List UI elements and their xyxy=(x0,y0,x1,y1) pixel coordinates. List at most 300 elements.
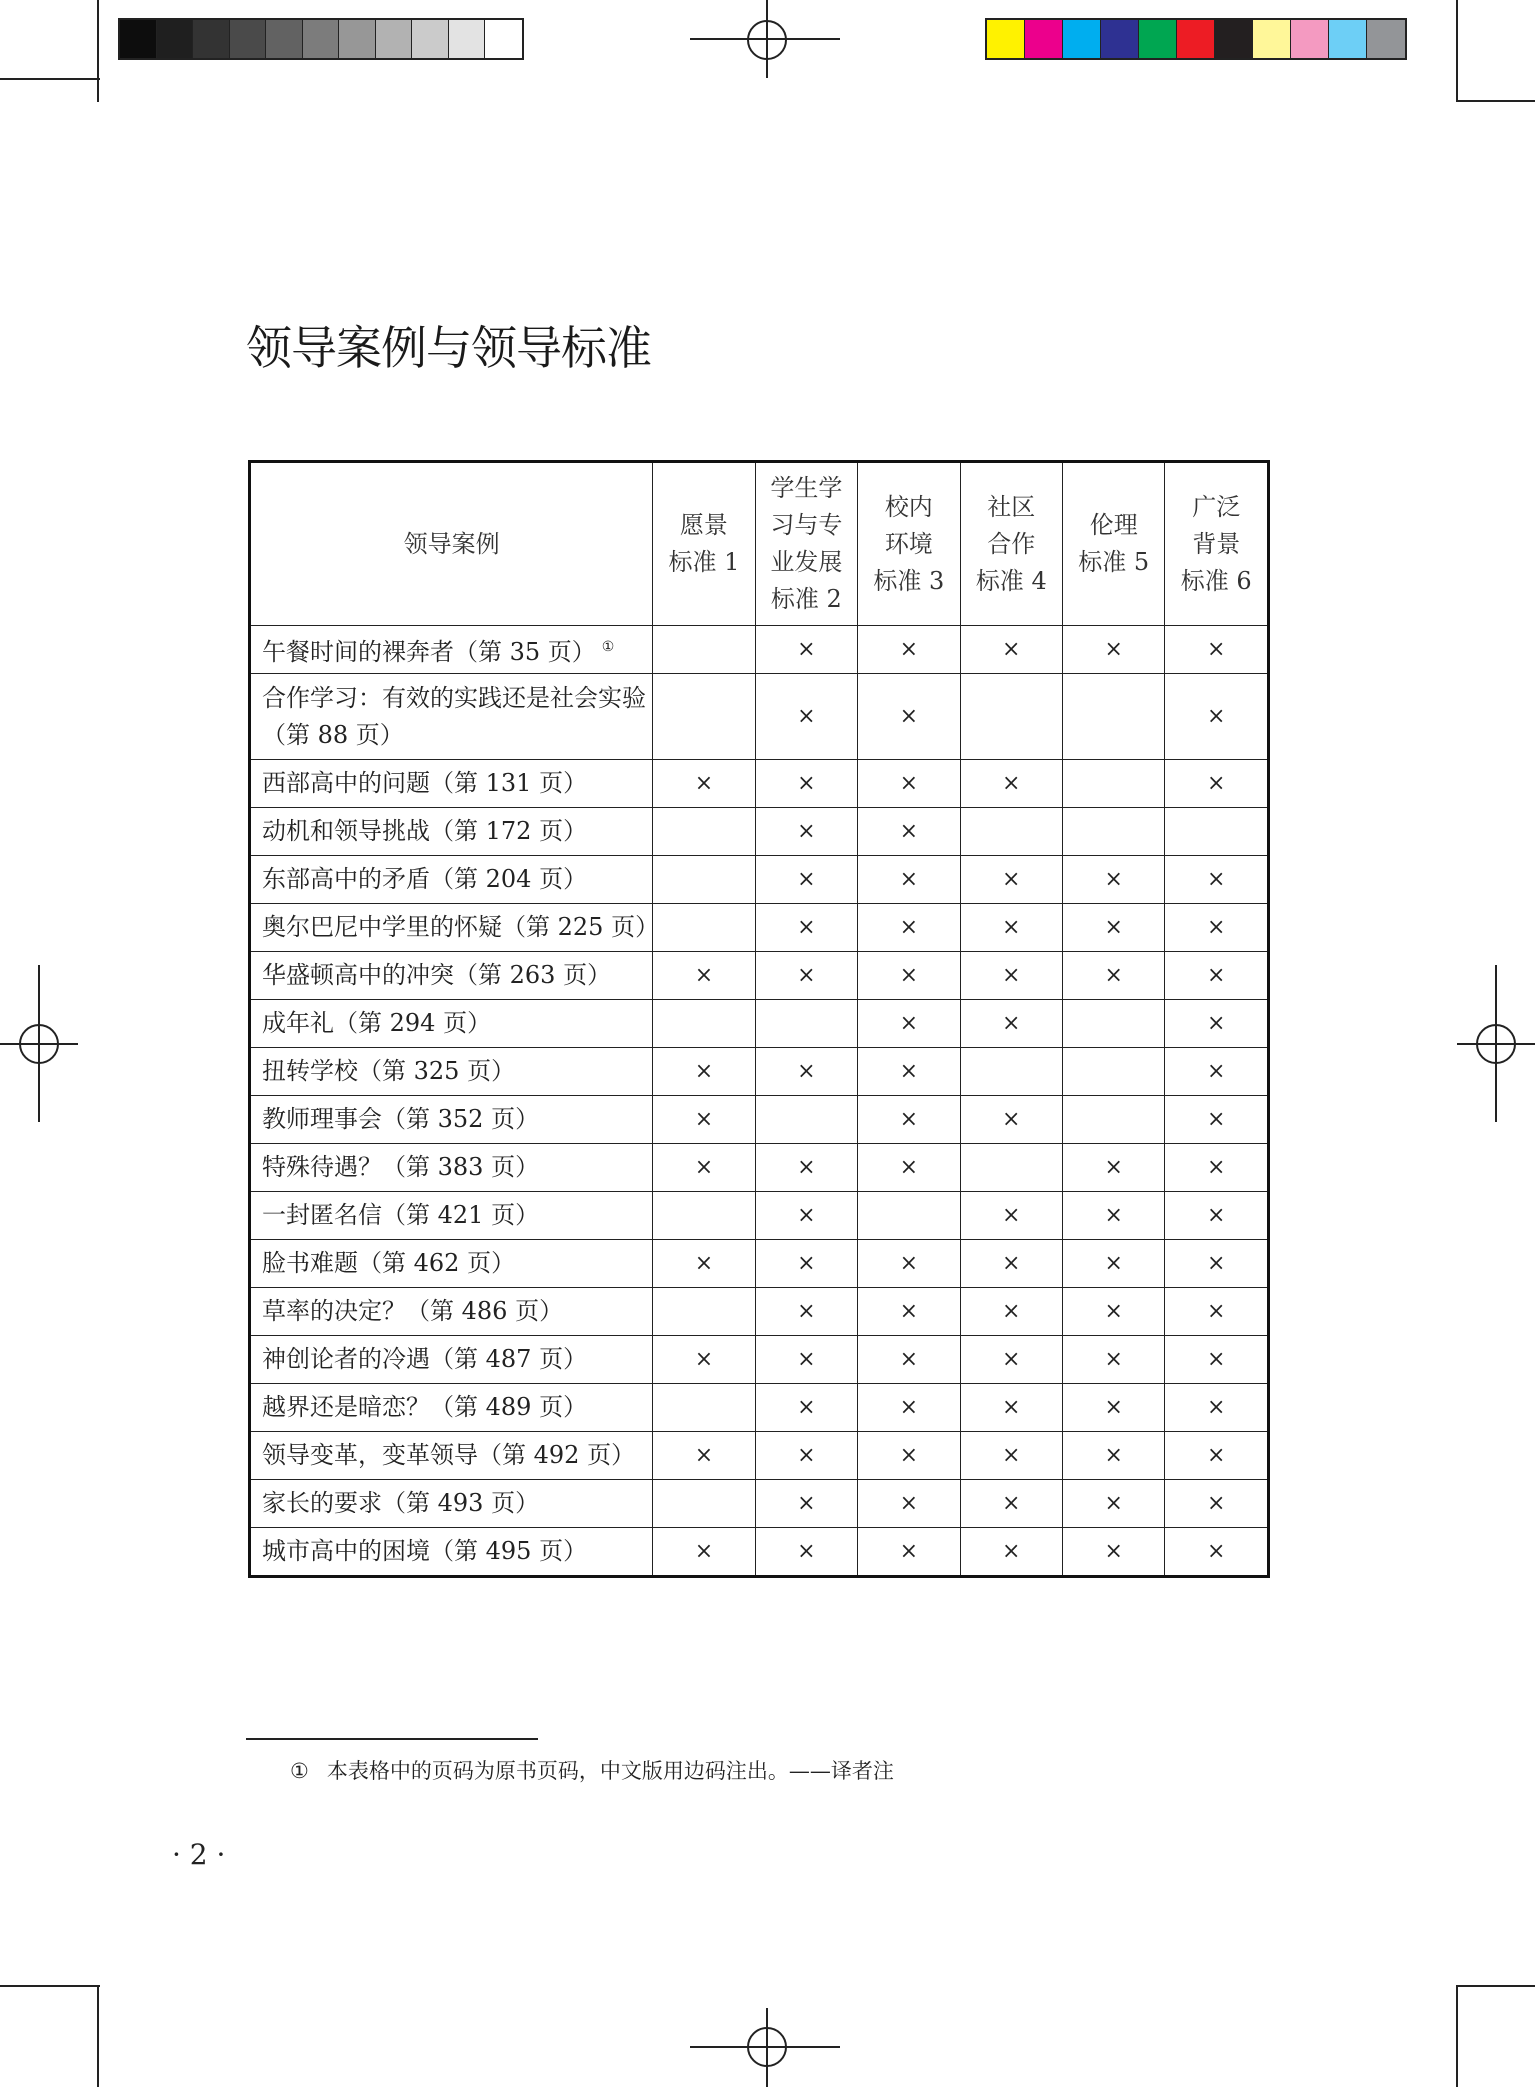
cross-mark: × xyxy=(1207,1491,1226,1516)
cross-mark: × xyxy=(1104,1203,1123,1228)
table-row xyxy=(250,1048,1269,1096)
standard-2-cell xyxy=(755,1000,857,1048)
color-swatch xyxy=(987,20,1025,58)
standard-5-cell xyxy=(1063,1384,1165,1432)
standard-2-cell xyxy=(755,1432,857,1480)
case-name: 神创论者的冷遇（第 487 页） xyxy=(262,1345,588,1373)
case-name: 成年礼（第 294 页） xyxy=(262,1009,492,1037)
standard-3-cell xyxy=(858,904,960,952)
case-name-cell xyxy=(250,760,653,808)
standard-4-cell xyxy=(960,904,1062,952)
standard-3-cell xyxy=(858,856,960,904)
cross-mark: × xyxy=(1207,1395,1226,1420)
standard-4-cell xyxy=(960,1384,1062,1432)
standard-6-cell xyxy=(1165,952,1269,1000)
color-swatch xyxy=(1329,20,1367,58)
case-name-cell xyxy=(250,1480,653,1528)
table-row xyxy=(250,1480,1269,1528)
cross-mark: × xyxy=(899,1539,919,1564)
standard-1-cell xyxy=(653,674,755,760)
standard-5-cell xyxy=(1063,856,1165,904)
header-case: 领导案例 xyxy=(250,462,653,626)
cross-mark: × xyxy=(899,1059,919,1084)
standard-1-cell xyxy=(653,904,755,952)
standard-1-cell xyxy=(653,1096,755,1144)
header-line: 业发展 xyxy=(770,548,843,576)
cross-mark: × xyxy=(797,1251,816,1276)
case-name: 东部高中的矛盾（第 204 页） xyxy=(262,865,588,893)
standard-3-cell xyxy=(858,952,960,1000)
standard-6-cell xyxy=(1165,904,1269,952)
case-name: 越界还是暗恋？（第 489 页） xyxy=(262,1393,588,1421)
cross-mark: × xyxy=(694,1059,714,1084)
case-name-cell xyxy=(250,1336,653,1384)
header-line: 伦理 xyxy=(1089,511,1138,539)
grayscale-calibration-strip xyxy=(118,18,524,60)
standard-1-cell xyxy=(653,1192,755,1240)
standard-3-cell xyxy=(858,760,960,808)
color-swatch xyxy=(1253,20,1291,58)
standard-3-cell xyxy=(858,1096,960,1144)
color-calibration-strip xyxy=(985,18,1407,60)
cross-mark: × xyxy=(1207,704,1226,729)
standard-3-cell xyxy=(858,1048,960,1096)
standard-2-cell xyxy=(755,856,857,904)
table-row xyxy=(250,808,1269,856)
cross-mark: × xyxy=(1207,1203,1226,1228)
case-name: 草率的决定？（第 486 页） xyxy=(262,1297,564,1325)
table-row xyxy=(250,856,1269,904)
color-swatch xyxy=(1139,20,1177,58)
standard-5-cell xyxy=(1063,1432,1165,1480)
standard-2-cell xyxy=(755,1240,857,1288)
cross-mark: × xyxy=(1207,1539,1226,1564)
cross-mark: × xyxy=(797,819,816,844)
header-line: 社区 xyxy=(987,492,1036,521)
cross-mark: × xyxy=(1002,771,1021,796)
case-name: 教师理事会（第 352 页） xyxy=(262,1105,540,1133)
color-swatch xyxy=(1215,20,1253,58)
standard-3-cell xyxy=(858,1336,960,1384)
cross-mark: × xyxy=(1002,637,1021,662)
table-row xyxy=(250,1384,1269,1432)
gray-swatch xyxy=(157,20,194,58)
cross-mark: × xyxy=(797,1539,816,1564)
standard-3-cell xyxy=(858,1528,960,1577)
header-line: 背景 xyxy=(1192,529,1241,558)
cross-mark: × xyxy=(899,1299,919,1324)
standard-1-cell xyxy=(653,626,755,674)
header-line: 环境 xyxy=(884,529,933,558)
case-name: 领导变革，变革领导（第 492 页） xyxy=(262,1441,636,1469)
standard-4-cell xyxy=(960,674,1062,760)
standard-4-cell xyxy=(960,1528,1062,1577)
gray-swatch xyxy=(449,20,486,58)
standard-6-cell xyxy=(1165,626,1269,674)
standard-4-cell xyxy=(960,1480,1062,1528)
cross-mark: × xyxy=(1104,1443,1123,1468)
footnote xyxy=(290,1755,894,1785)
cross-mark: × xyxy=(1002,963,1021,988)
standard-4-cell xyxy=(960,760,1062,808)
cross-mark: × xyxy=(899,771,919,796)
gray-swatch xyxy=(266,20,303,58)
case-name-cell xyxy=(250,1192,653,1240)
table-row xyxy=(250,1288,1269,1336)
standard-2-cell xyxy=(755,1288,857,1336)
case-name: 特殊待遇？（第 383 页） xyxy=(262,1153,540,1181)
standard-6-cell xyxy=(1165,1240,1269,1288)
page-title: 领导案例与领导标准 xyxy=(246,321,651,375)
header-standard-5 xyxy=(1063,462,1165,626)
cross-mark: × xyxy=(1207,963,1226,988)
cross-mark: × xyxy=(797,1443,816,1468)
case-name: 午餐时间的裸奔者（第 35 页） xyxy=(262,637,596,666)
header-line: 校内 xyxy=(884,492,933,521)
cross-mark: × xyxy=(899,1155,919,1180)
case-name-cell xyxy=(250,626,653,674)
standard-5-cell xyxy=(1063,1144,1165,1192)
color-swatch xyxy=(1291,20,1329,58)
standard-5-cell xyxy=(1063,760,1165,808)
table-row xyxy=(250,1192,1269,1240)
leadership-cases-table xyxy=(248,460,1270,1578)
standard-6-cell xyxy=(1165,1192,1269,1240)
cross-mark: × xyxy=(899,915,919,940)
standard-1-cell xyxy=(653,1288,755,1336)
header-line: 合作 xyxy=(987,529,1036,558)
header-standard-6 xyxy=(1165,462,1269,626)
case-name-line: 合作学习：有效的实践还是社会实验 xyxy=(262,683,646,712)
cross-mark: × xyxy=(1104,1491,1123,1516)
table-row xyxy=(250,1096,1269,1144)
table-row xyxy=(250,626,1269,674)
case-name-cell xyxy=(250,1096,653,1144)
standard-5-cell xyxy=(1063,1240,1165,1288)
standard-4-cell xyxy=(960,626,1062,674)
cross-mark: × xyxy=(899,1011,919,1036)
standard-4-cell xyxy=(960,1432,1062,1480)
standard-5-cell xyxy=(1063,952,1165,1000)
standard-4-cell xyxy=(960,856,1062,904)
table-header-row xyxy=(250,462,1269,626)
standard-3-cell xyxy=(858,1192,960,1240)
standard-1-cell xyxy=(653,760,755,808)
standard-5-cell xyxy=(1063,1336,1165,1384)
standard-1-cell xyxy=(653,1240,755,1288)
standard-2-cell xyxy=(755,1048,857,1096)
standard-1-cell xyxy=(653,1000,755,1048)
cross-mark: × xyxy=(1207,1155,1226,1180)
case-name: 一封匿名信（第 421 页） xyxy=(262,1201,540,1229)
footnote-marker: ① xyxy=(290,1759,309,1783)
gray-swatch xyxy=(193,20,230,58)
header-line: 愿景 xyxy=(679,511,728,539)
case-name: 动机和领导挑战（第 172 页） xyxy=(262,817,588,845)
header-line: 标准 5 xyxy=(1078,548,1150,576)
cross-mark: × xyxy=(899,1107,919,1132)
case-name-cell xyxy=(250,1288,653,1336)
standard-2-cell xyxy=(755,626,857,674)
cross-mark: × xyxy=(899,1395,919,1420)
header-line: 标准 1 xyxy=(668,548,740,576)
case-name-cell xyxy=(250,674,653,760)
cross-mark: × xyxy=(1002,1107,1021,1132)
standard-1-cell xyxy=(653,952,755,1000)
cross-mark: × xyxy=(1104,963,1123,988)
cross-mark: × xyxy=(1104,1539,1123,1564)
cross-mark: × xyxy=(1002,1299,1021,1324)
header-line: 标准 3 xyxy=(873,566,945,595)
header-standard-2 xyxy=(755,462,857,626)
standard-1-cell xyxy=(653,1336,755,1384)
standard-2-cell xyxy=(755,1144,857,1192)
case-name: 脸书难题（第 462 页） xyxy=(262,1249,516,1277)
cross-mark: × xyxy=(1104,1299,1123,1324)
standard-2-cell xyxy=(755,1528,857,1577)
cross-mark: × xyxy=(797,1203,816,1228)
cross-mark: × xyxy=(1002,1443,1021,1468)
cross-mark: × xyxy=(1104,1155,1123,1180)
standard-2-cell xyxy=(755,1192,857,1240)
cross-mark: × xyxy=(1207,867,1226,892)
case-name: 扭转学校（第 325 页） xyxy=(262,1057,516,1085)
standard-5-cell xyxy=(1063,1048,1165,1096)
case-name-cell xyxy=(250,1432,653,1480)
standard-6-cell xyxy=(1165,1144,1269,1192)
table-row xyxy=(250,904,1269,952)
standard-1-cell xyxy=(653,1048,755,1096)
case-name-cell xyxy=(250,1048,653,1096)
standard-4-cell xyxy=(960,1336,1062,1384)
gray-swatch xyxy=(230,20,267,58)
cross-mark: × xyxy=(694,1443,714,1468)
standard-4-cell xyxy=(960,1144,1062,1192)
gray-swatch xyxy=(485,20,522,58)
cross-mark: × xyxy=(1207,1011,1226,1036)
cross-mark: × xyxy=(899,963,919,988)
standard-5-cell xyxy=(1063,674,1165,760)
standard-6-cell xyxy=(1165,674,1269,760)
standard-4-cell xyxy=(960,1192,1062,1240)
standard-6-cell xyxy=(1165,760,1269,808)
standard-6-cell xyxy=(1165,1384,1269,1432)
color-swatch xyxy=(1177,20,1215,58)
standard-2-cell xyxy=(755,674,857,760)
cross-mark: × xyxy=(899,637,919,662)
standard-3-cell xyxy=(858,626,960,674)
standard-2-cell xyxy=(755,952,857,1000)
standard-4-cell xyxy=(960,1048,1062,1096)
cross-mark: × xyxy=(899,1251,919,1276)
standard-3-cell xyxy=(858,1000,960,1048)
standard-4-cell xyxy=(960,808,1062,856)
gray-swatch xyxy=(376,20,413,58)
cross-mark: × xyxy=(899,1347,919,1372)
standard-6-cell xyxy=(1165,1528,1269,1577)
cross-mark: × xyxy=(1104,1251,1123,1276)
cross-mark: × xyxy=(797,1395,816,1420)
cross-mark: × xyxy=(1002,915,1021,940)
table-row xyxy=(250,1336,1269,1384)
table-row xyxy=(250,952,1269,1000)
table-row xyxy=(250,1000,1269,1048)
header-standard-4 xyxy=(960,462,1062,626)
standard-3-cell xyxy=(858,1432,960,1480)
cross-mark: × xyxy=(694,1347,714,1372)
standard-2-cell xyxy=(755,904,857,952)
standard-3-cell xyxy=(858,1240,960,1288)
cross-mark: × xyxy=(1002,1203,1021,1228)
footnote-rule xyxy=(246,1738,538,1740)
cross-mark: × xyxy=(694,771,714,796)
standard-6-cell xyxy=(1165,856,1269,904)
cross-mark: × xyxy=(1002,1347,1021,1372)
header-standard-3 xyxy=(858,462,960,626)
standard-1-cell xyxy=(653,1384,755,1432)
case-name-cell xyxy=(250,808,653,856)
cross-mark: × xyxy=(694,963,714,988)
cross-mark: × xyxy=(1002,1011,1021,1036)
cross-mark: × xyxy=(694,1155,714,1180)
cross-mark: × xyxy=(1104,867,1123,892)
standard-5-cell xyxy=(1063,1528,1165,1577)
standard-2-cell xyxy=(755,760,857,808)
cross-mark: × xyxy=(797,1299,816,1324)
standard-1-cell xyxy=(653,1528,755,1577)
case-name-cell xyxy=(250,1384,653,1432)
header-line: 广泛 xyxy=(1192,492,1241,521)
header-line: 习与专 xyxy=(770,511,843,539)
cross-mark: × xyxy=(1002,1395,1021,1420)
cross-mark: × xyxy=(797,771,816,796)
standard-1-cell xyxy=(653,856,755,904)
table-row xyxy=(250,674,1269,760)
cross-mark: × xyxy=(694,1539,714,1564)
color-swatch xyxy=(1367,20,1405,58)
gray-swatch xyxy=(303,20,340,58)
standard-6-cell xyxy=(1165,1000,1269,1048)
cross-mark: × xyxy=(797,867,816,892)
standard-5-cell xyxy=(1063,1000,1165,1048)
table-row xyxy=(250,1528,1269,1577)
cross-mark: × xyxy=(694,1107,714,1132)
case-name: 奥尔巴尼中学里的怀疑（第 225 页） xyxy=(262,913,660,941)
standard-3-cell xyxy=(858,1288,960,1336)
cross-mark: × xyxy=(797,1155,816,1180)
header-line: 学生学 xyxy=(770,474,843,502)
standard-1-cell xyxy=(653,1432,755,1480)
cross-mark: × xyxy=(899,1491,919,1516)
cross-mark: × xyxy=(1104,1347,1123,1372)
standard-1-cell xyxy=(653,808,755,856)
cross-mark: × xyxy=(797,915,816,940)
case-name-cell xyxy=(250,1240,653,1288)
standard-5-cell xyxy=(1063,808,1165,856)
case-name: 家长的要求（第 493 页） xyxy=(262,1489,540,1517)
standard-4-cell xyxy=(960,952,1062,1000)
cross-mark: × xyxy=(1104,915,1123,940)
cross-mark: × xyxy=(1104,1395,1123,1420)
standard-3-cell xyxy=(858,1144,960,1192)
cross-mark: × xyxy=(899,704,919,729)
cross-mark: × xyxy=(1002,867,1021,892)
cross-mark: × xyxy=(1207,1299,1226,1324)
table-row xyxy=(250,1240,1269,1288)
standard-2-cell xyxy=(755,1384,857,1432)
cross-mark: × xyxy=(1002,1539,1021,1564)
footnote-reference: ① xyxy=(601,638,615,655)
cross-mark: × xyxy=(899,1443,919,1468)
standard-4-cell xyxy=(960,1000,1062,1048)
color-swatch xyxy=(1025,20,1063,58)
footnote-text: 本表格中的页码为原书页码，中文版用边码注出。——译者注 xyxy=(326,1759,894,1783)
cross-mark: × xyxy=(899,867,919,892)
table-row xyxy=(250,760,1269,808)
cross-mark: × xyxy=(797,963,816,988)
standard-3-cell xyxy=(858,674,960,760)
standard-5-cell xyxy=(1063,626,1165,674)
table-row xyxy=(250,1432,1269,1480)
standard-5-cell xyxy=(1063,1096,1165,1144)
cross-mark: × xyxy=(797,637,816,662)
cross-mark: × xyxy=(1207,637,1226,662)
header-line: 标准 4 xyxy=(975,566,1047,595)
standard-2-cell xyxy=(755,1480,857,1528)
standard-6-cell xyxy=(1165,1336,1269,1384)
standard-6-cell xyxy=(1165,1480,1269,1528)
standard-5-cell xyxy=(1063,904,1165,952)
cross-mark: × xyxy=(1002,1251,1021,1276)
standard-6-cell xyxy=(1165,808,1269,856)
page-number: · 2 · xyxy=(172,1838,226,1871)
standard-2-cell xyxy=(755,1336,857,1384)
standard-4-cell xyxy=(960,1240,1062,1288)
standard-2-cell xyxy=(755,1096,857,1144)
case-name: 西部高中的问题（第 131 页） xyxy=(262,769,588,797)
standard-4-cell xyxy=(960,1096,1062,1144)
cross-mark: × xyxy=(899,819,919,844)
color-swatch xyxy=(1101,20,1139,58)
gray-swatch xyxy=(120,20,157,58)
case-name-cell xyxy=(250,952,653,1000)
standard-3-cell xyxy=(858,1480,960,1528)
standard-1-cell xyxy=(653,1480,755,1528)
standard-6-cell xyxy=(1165,1096,1269,1144)
case-name-cell xyxy=(250,1144,653,1192)
standard-1-cell xyxy=(653,1144,755,1192)
cross-mark: × xyxy=(1207,915,1226,940)
cross-mark: × xyxy=(797,1059,816,1084)
cross-mark: × xyxy=(1207,1251,1226,1276)
cross-mark: × xyxy=(1104,637,1123,662)
cross-mark: × xyxy=(694,1251,714,1276)
case-name: 华盛顿高中的冲突（第 263 页） xyxy=(262,961,612,989)
header-line: 标准 2 xyxy=(770,585,842,613)
standard-3-cell xyxy=(858,1384,960,1432)
color-swatch xyxy=(1063,20,1101,58)
standard-6-cell xyxy=(1165,1432,1269,1480)
case-name-cell xyxy=(250,904,660,952)
standard-3-cell xyxy=(858,808,960,856)
case-name-cell xyxy=(250,1000,653,1048)
header-standard-1 xyxy=(653,462,755,626)
case-name: 城市高中的困境（第 495 页） xyxy=(262,1537,588,1565)
standard-6-cell xyxy=(1165,1048,1269,1096)
gray-swatch xyxy=(412,20,449,58)
table-row xyxy=(250,1144,1269,1192)
cross-mark: × xyxy=(797,704,816,729)
